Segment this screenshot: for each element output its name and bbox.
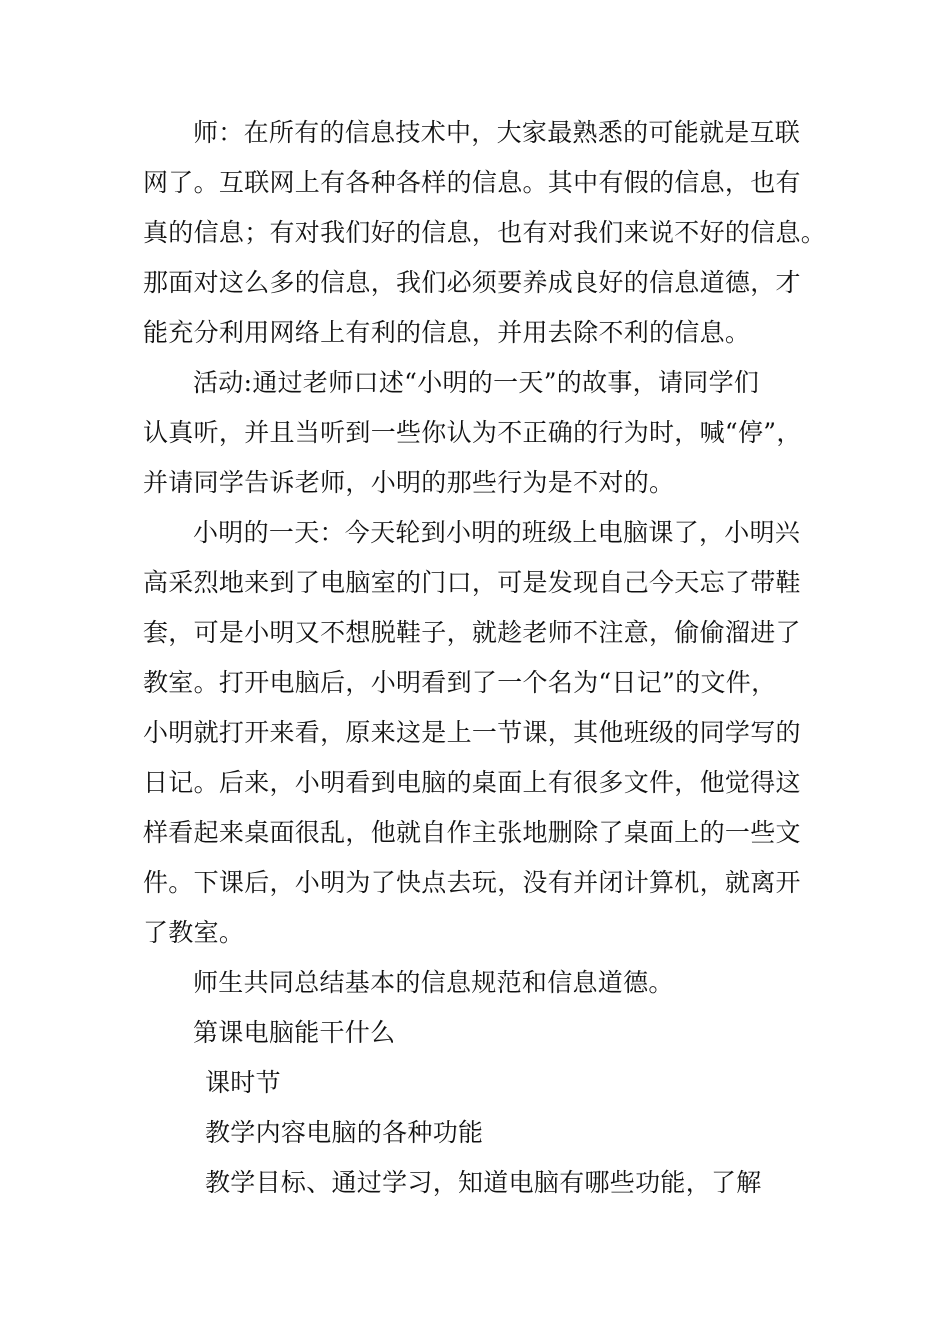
lesson-title: 第课电脑能干什么 (193, 1018, 396, 1047)
paragraph-teacher-line-5: 能充分利用网络上有利的信息，并用去除不利的信息。 (143, 318, 751, 347)
paragraph-activity-line-2: 认真听，并且当听到一些你认为不正确的行为时，喊“停”， (143, 418, 802, 447)
paragraph-summary: 师生共同总结基本的信息规范和信息道德。 (193, 968, 674, 997)
paragraph-teacher-line-2: 网了。互联网上有各种各样的信息。其中有假的信息，也有 (143, 168, 801, 197)
paragraph-teacher-line-3: 真的信息；有对我们好的信息，也有对我们来说不好的信息。 (143, 218, 827, 247)
paragraph-story-line-1: 小明的一天：今天轮到小明的班级上电脑课了，小明兴 (193, 518, 801, 547)
paragraph-activity-line-3: 并请同学告诉老师，小明的那些行为是不对的。 (143, 468, 675, 497)
paragraph-teacher-line-4: 那面对这么多的信息，我们必须要养成良好的信息道德，才 (143, 268, 801, 297)
paragraph-story-line-9: 了教室。 (143, 918, 245, 947)
lesson-objective: 教学目标、通过学习，知道电脑有哪些功能，了解 (205, 1168, 762, 1197)
paragraph-story-line-6: 日记。后来，小明看到电脑的桌面上有很多文件，他觉得这 (143, 768, 801, 797)
paragraph-story-line-7: 样看起来桌面很乱，他就自作主张地删除了桌面上的一些文 (143, 818, 801, 847)
paragraph-activity-line-1: 活动:通过老师口述“小明的一天”的故事，请同学们 (193, 368, 760, 397)
paragraph-story-line-2: 高采烈地来到了电脑室的门口，可是发现自己今天忘了带鞋 (143, 568, 801, 597)
paragraph-story-line-4: 教室。打开电脑后，小明看到了一个名为“日记”的文件， (143, 668, 777, 697)
lesson-period: 课时节 (205, 1068, 281, 1097)
paragraph-story-line-3: 套，可是小明又不想脱鞋子，就趁老师不注意，偷偷溜进了 (143, 618, 801, 647)
paragraph-story-line-8: 件。下课后，小明为了快点去玩，没有并闭计算机，就离开 (143, 868, 801, 897)
paragraph-teacher-line-1: 师：在所有的信息技术中，大家最熟悉的可能就是互联 (193, 118, 801, 147)
lesson-content: 教学内容电脑的各种功能 (205, 1118, 484, 1147)
paragraph-story-line-5: 小明就打开来看，原来这是上一节课，其他班级的同学写的 (143, 718, 801, 747)
